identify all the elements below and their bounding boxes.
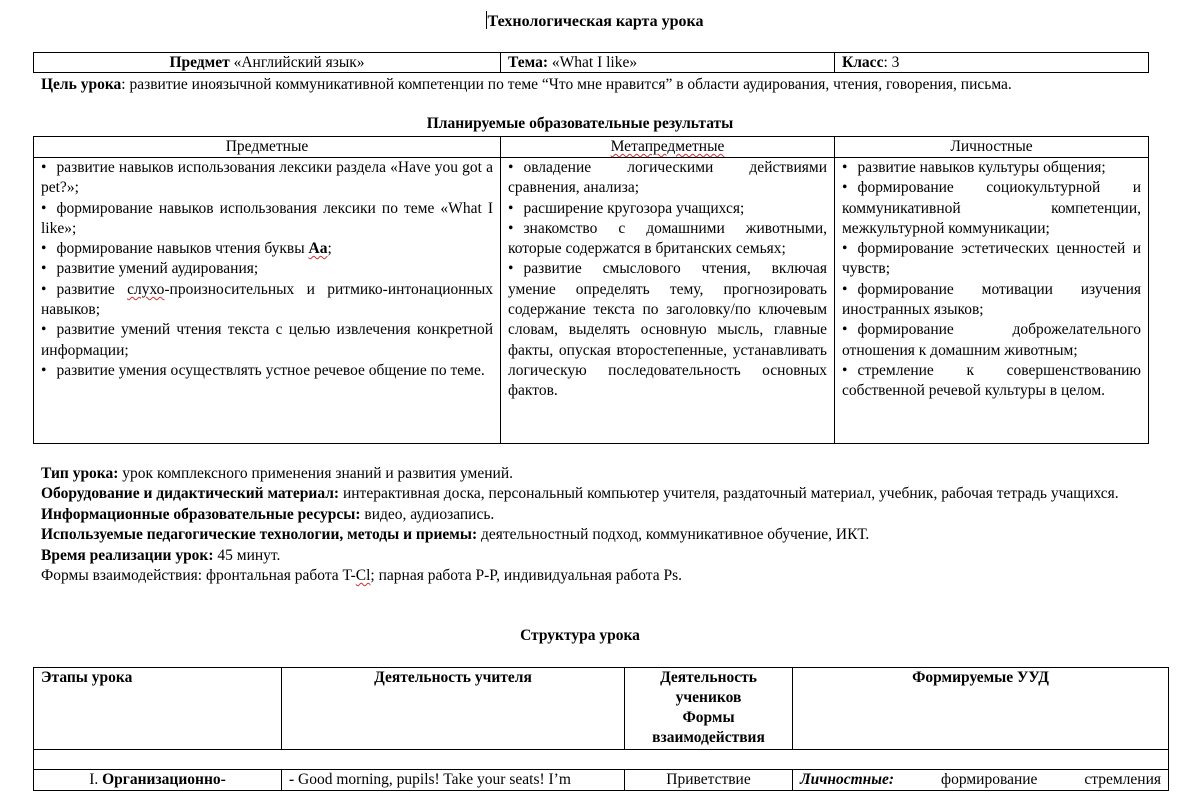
topic-cell: Тема: «What I like» [501, 53, 835, 73]
students-cell: Приветствие [625, 770, 793, 791]
text-cursor [486, 11, 487, 29]
list-item: • формирование навыков чтения буквы Aa; [41, 239, 493, 259]
list-item: • развитие смыслового чтения, включая умение определять тему, прогнозировать содержание текста по заголовку/по ключевым словам, выделять основную мысль, главные факты, опуская второстепенные, устанавливать логическую последовательность основных фактов. [508, 259, 827, 401]
meta-results [501, 158, 835, 444]
list-item: • расширение кругозора учащихся; [508, 199, 827, 219]
col-subject-header: Предметные [34, 137, 501, 158]
pedagogical-technologies: Используемые педагогические технологии, методы и приемы: деятельностный подход, коммуникативное обучение, ИКТ. [41, 526, 870, 544]
col-uud-header: Формируемые УУД [793, 668, 1169, 750]
subject-cell: Предмет «Английский язык» [34, 53, 501, 73]
lesson-info-table [33, 52, 1149, 73]
info-resources: Информационные образовательные ресурсы: видео, аудиозапись. [41, 505, 495, 523]
grade-cell: Класс: 3 [835, 53, 1149, 73]
subject-results [34, 158, 501, 444]
lesson-structure-table [33, 667, 1169, 791]
table-row [34, 770, 1169, 791]
list-item: • развитие слухо-произносительных и ритмико-интонационных навыков; [41, 280, 493, 321]
list-item: • формирование навыков использования лексики по теме «What I like»; [41, 199, 493, 240]
empty-row [34, 750, 1169, 770]
list-item: • развитие навыков использования лексики раздела «Have you got a pet?»; [41, 158, 493, 199]
personal-results [835, 158, 1149, 444]
structure-heading: Структура урока [520, 627, 640, 644]
planned-results-heading: Планируемые образовательные результаты [426, 115, 734, 132]
col-teacher-header: Деятельность учителя [282, 668, 625, 750]
col-personal-header: Личностные [835, 137, 1149, 158]
list-item: • формирование мотивации изучения иностранных языков; [842, 280, 1141, 321]
uud-cell: Личностные: формирование стремления [793, 770, 1169, 791]
col-students-header: Деятельность учеников Формы взаимодействия [625, 668, 793, 750]
list-item: • овладение логическими действиями сравнения, анализа; [508, 158, 827, 199]
lesson-type: Тип урока: урок комплексного применения знаний и развития умений. [41, 465, 513, 482]
list-item: • формирование социокультурной и коммуникативной компетенции, межкультурной коммуникации; [842, 178, 1141, 239]
lesson-goal: Цель урока: развитие иноязычной коммуникативной компетенции по теме “Что мне нравится” в области аудирования, чтения, говорения, письма. [41, 76, 1012, 93]
teacher-cell: - Good morning, pupils! Take your seats! I’m [282, 770, 625, 791]
list-item: • развитие умений чтения текста с целью извлечения конкретной информации; [41, 320, 493, 361]
col-stages-header: Этапы урока [34, 668, 282, 750]
lesson-details [41, 464, 1151, 586]
list-item: • знакомство с домашними животными, которые содержатся в британских семьях; [508, 219, 827, 260]
col-meta-header: Метапредметные [501, 137, 835, 158]
equipment: Оборудование и дидактический материал: интерактивная доска, персональный компьютер учителя, раздаточный материал, учебник, рабочая тетрадь учащихся. [41, 485, 1119, 503]
list-item: • развитие навыков культуры общения; [842, 158, 1141, 178]
planned-results-table [33, 136, 1149, 444]
list-item: • формирование доброжелательного отношения к домашним животным; [842, 320, 1141, 361]
list-item: • развитие умения осуществлять устное речевое общение по теме. [41, 361, 493, 381]
list-item: • формирование эстетических ценностей и чувств; [842, 239, 1141, 280]
interaction-forms: Формы взаимодействия: фронтальная работа T-Cl; парная работа P-P, индивидуальная работа Ps. [41, 567, 683, 585]
list-item: • стремление к совершенствованию собственной речевой культуры в целом. [842, 361, 1141, 402]
stage-cell: I. Организационно- [34, 770, 282, 791]
lesson-time: Время реализации урок: 45 минут. [41, 546, 281, 564]
list-item: • развитие умений аудирования; [41, 259, 493, 279]
document-title: Технологическая карта урока [487, 13, 704, 30]
